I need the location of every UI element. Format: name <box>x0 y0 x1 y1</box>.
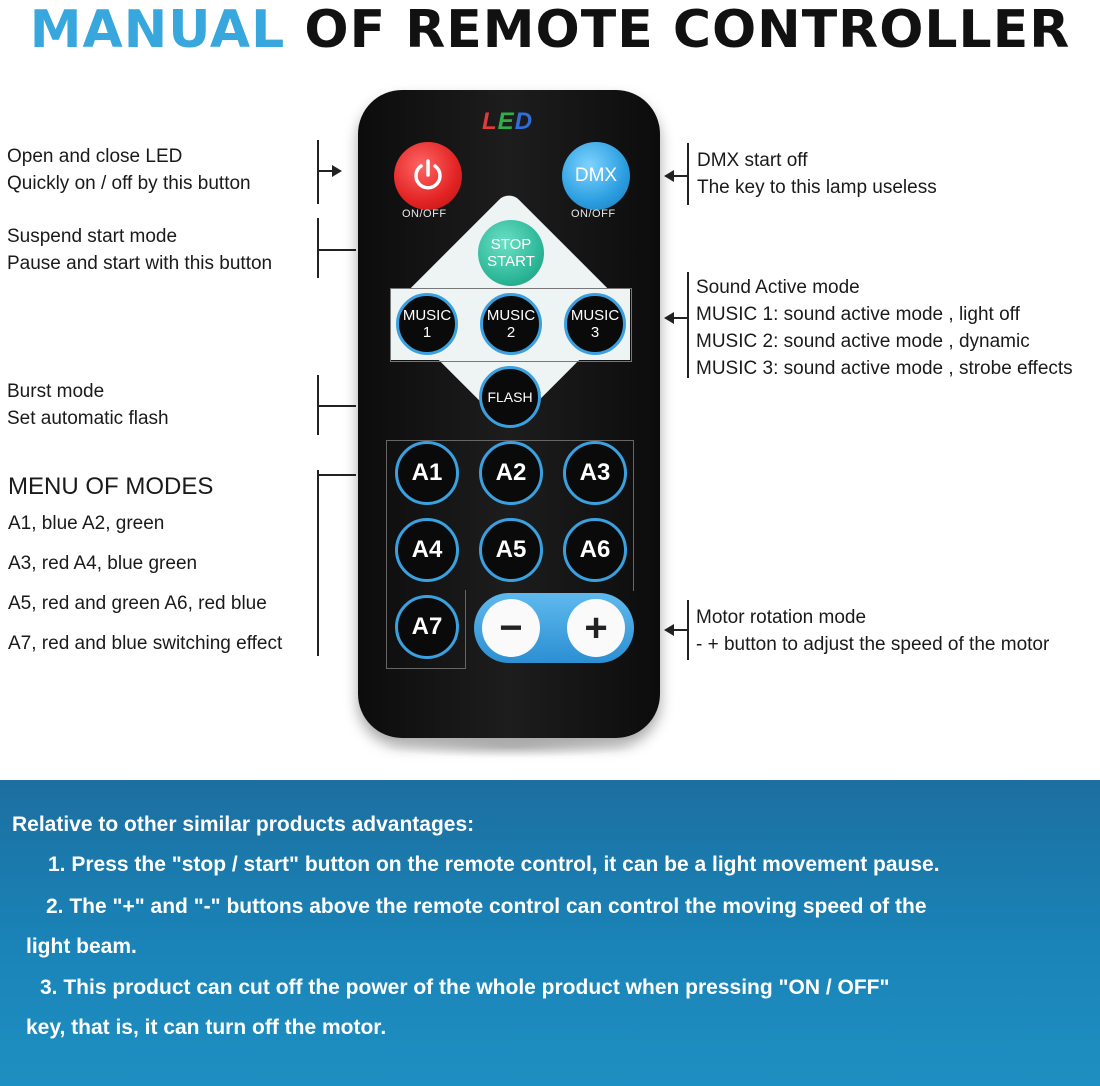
label-burst <box>7 378 169 432</box>
minus-icon: − <box>499 605 523 650</box>
start-label: START <box>487 253 535 270</box>
arm-motor <box>672 629 688 631</box>
label-onoff-line1: Open and close LED <box>7 146 183 167</box>
stop-label: STOP <box>490 236 532 253</box>
label-onoff-line2: Quickly on / off by this button <box>7 173 251 194</box>
label-burst-line2: Set automatic flash <box>7 408 169 429</box>
arm-burst <box>318 405 356 407</box>
music-2-button[interactable] <box>480 293 542 355</box>
menu-line-1: A1, blue A2, green <box>8 513 165 534</box>
dmx-caption: ON/OFF <box>571 208 616 220</box>
label-menu <box>8 470 282 664</box>
label-suspend-line2: Pause and start with this button <box>7 253 273 274</box>
mode-a7-button[interactable] <box>395 595 459 659</box>
music-3-number: 3 <box>590 324 600 341</box>
label-onoff <box>7 143 251 197</box>
advantage-2: 2. The "+" and "-" buttons above the remote control can control the moving speed of the <box>46 895 927 918</box>
remote-shadow <box>380 736 640 758</box>
label-motor-line2: - + button to adjust the speed of the motor <box>696 634 1050 655</box>
label-dmx <box>697 147 937 201</box>
arm-suspend <box>318 249 356 251</box>
speed-minus-button[interactable] <box>482 599 540 657</box>
power-icon <box>409 157 447 195</box>
menu-line-4: A7, red and blue switching effect <box>8 633 283 654</box>
label-sound-line1: Sound Active mode <box>696 277 860 298</box>
arrow-motor <box>664 624 674 636</box>
menu-line-2: A3, red A4, blue green <box>8 553 198 574</box>
music-3-label: MUSIC <box>570 307 620 324</box>
mode-a3-button[interactable] <box>563 441 627 505</box>
dmx-label: DMX <box>574 165 618 186</box>
label-sound-line2: MUSIC 1: sound active mode , light off <box>696 304 1020 325</box>
plus-icon: + <box>584 605 608 650</box>
arm-menu <box>318 474 356 476</box>
menu-line-3: A5, red and green A6, red blue <box>8 593 267 614</box>
arm-dmx <box>672 175 688 177</box>
music-3-button[interactable] <box>564 293 626 355</box>
advantage-3: 3. This product can cut off the power of the whole product when pressing "ON / OFF" <box>40 976 890 999</box>
mode-a6-button[interactable] <box>563 518 627 582</box>
stop-start-button[interactable] <box>478 220 544 286</box>
mode-a2-label: A2 <box>495 459 527 486</box>
power-button[interactable] <box>394 142 462 210</box>
mode-a4-label: A4 <box>411 536 443 563</box>
logo-letter-l: L <box>482 108 498 135</box>
mode-a1-label: A1 <box>411 459 443 486</box>
advantage-3-cont: key, that is, it can turn off the motor. <box>26 1016 387 1039</box>
label-sound <box>696 274 1073 382</box>
dmx-button[interactable] <box>562 142 630 210</box>
logo-letter-e: E <box>497 108 515 135</box>
bracket-dmx <box>687 143 689 205</box>
label-motor <box>696 604 1049 658</box>
advantages-heading: Relative to other similar products advantages: <box>12 813 475 836</box>
mode-a4-button[interactable] <box>395 518 459 582</box>
mode-a5-button[interactable] <box>479 518 543 582</box>
menu-title: MENU OF MODES <box>8 473 214 500</box>
label-sound-line3: MUSIC 2: sound active mode , dynamic <box>696 331 1030 352</box>
mode-a1-button[interactable] <box>395 441 459 505</box>
led-logo <box>482 108 533 136</box>
flash-label: FLASH <box>487 389 533 405</box>
label-sound-line4: MUSIC 3: sound active mode , strobe effects <box>696 358 1073 379</box>
mode-a3-label: A3 <box>579 459 611 486</box>
power-caption: ON/OFF <box>402 208 447 220</box>
bracket-menu <box>317 470 319 656</box>
logo-letter-d: D <box>514 108 534 135</box>
label-burst-line1: Burst mode <box>7 381 105 402</box>
title-manual: MANUAL <box>29 0 286 60</box>
bracket-suspend <box>317 218 319 278</box>
bracket-onoff <box>317 140 319 204</box>
flash-button[interactable] <box>479 366 541 428</box>
mode-a6-label: A6 <box>579 536 611 563</box>
arrow-sound <box>664 312 674 324</box>
music-1-number: 1 <box>422 324 432 341</box>
bracket-sound <box>687 272 689 378</box>
label-dmx-line1: DMX start off <box>697 150 808 171</box>
speed-plus-button[interactable] <box>567 599 625 657</box>
advantage-1: 1. Press the "stop / start" button on the remote control, it can be a light movement pause. <box>48 853 940 876</box>
label-motor-line1: Motor rotation mode <box>696 607 867 628</box>
arm-sound <box>672 317 688 319</box>
music-2-label: MUSIC <box>486 307 536 324</box>
label-suspend-line1: Suspend start mode <box>7 226 178 247</box>
music-2-number: 2 <box>506 324 516 341</box>
mode-a2-button[interactable] <box>479 441 543 505</box>
title-rest: OF REMOTE CONTROLLER <box>304 0 1071 60</box>
label-dmx-line2: The key to this lamp useless <box>697 177 937 198</box>
advantage-2-cont: light beam. <box>26 935 137 958</box>
arrow-onoff <box>332 165 342 177</box>
page-title <box>0 2 1100 58</box>
music-1-label: MUSIC <box>402 307 452 324</box>
mode-a7-label: A7 <box>411 613 443 640</box>
label-suspend <box>7 223 272 277</box>
music-1-button[interactable] <box>396 293 458 355</box>
arrow-dmx <box>664 170 674 182</box>
mode-a5-label: A5 <box>495 536 527 563</box>
